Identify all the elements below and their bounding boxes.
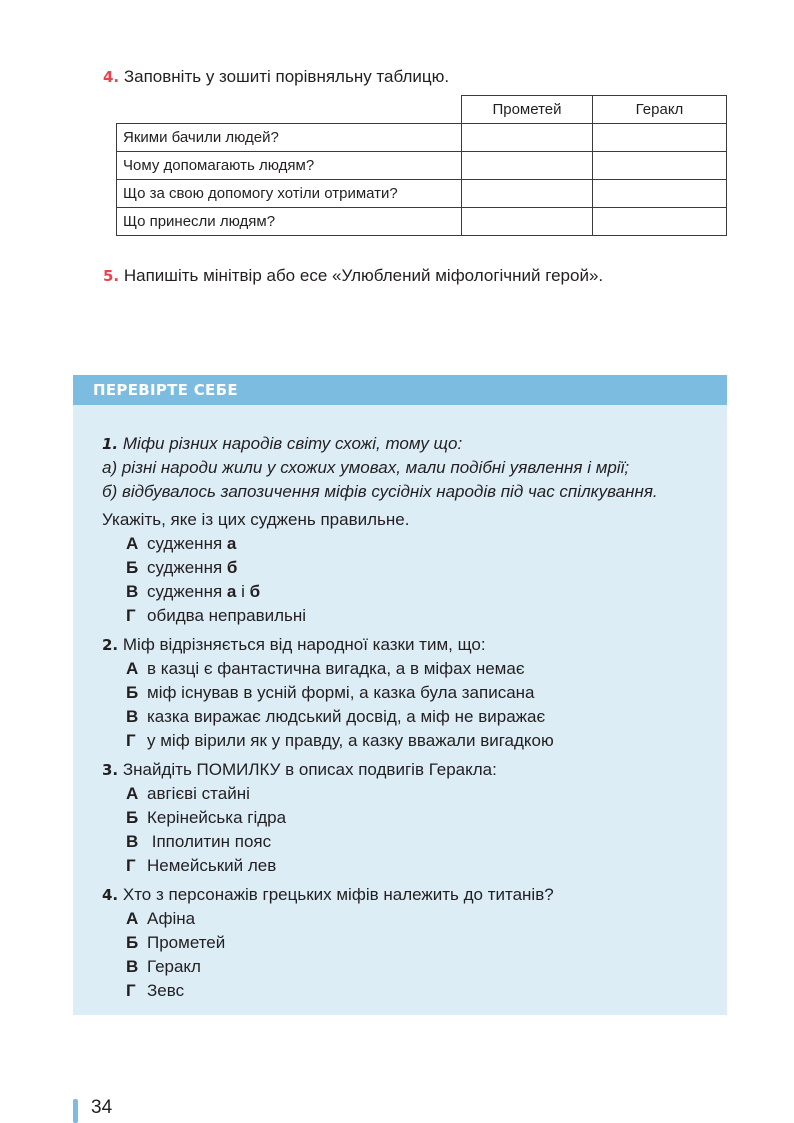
question-2-text: Міф відрізняється від народної казки тим, що: <box>122 635 486 654</box>
option-bold: б <box>249 582 261 601</box>
option-text: Керінейська гідра <box>147 808 287 827</box>
table-cell-question: Чому допомагають людям? <box>117 152 462 180</box>
option-letter: Г <box>126 981 136 1000</box>
task-5 <box>103 265 603 287</box>
option-letter: Б <box>126 808 139 827</box>
check-yourself-box <box>73 375 727 1015</box>
table-cell-empty <box>593 152 727 180</box>
option-text: судження <box>147 582 227 601</box>
comparison-table <box>116 95 727 236</box>
question-1-line-2: а) різні народи жили у схожих умовах, мали подібні уявлення і мрії; <box>102 458 630 477</box>
check-yourself-title: ПЕРЕВІРТЕ СЕБЕ <box>73 375 727 405</box>
option-v <box>126 705 727 729</box>
option-letter: А <box>126 909 139 928</box>
option-text: Прометей <box>147 933 226 952</box>
option-letter: А <box>126 784 139 803</box>
question-2-number: 2. <box>102 636 119 654</box>
task-4-text: Заповніть у зошиті порівняльну таблицю. <box>123 67 450 86</box>
option-letter: В <box>126 707 139 726</box>
question-2-statement <box>102 633 727 657</box>
option-g <box>126 854 727 878</box>
table-cell-question: Що принесли людям? <box>117 208 462 236</box>
question-1-line-3: б) відбувалось запозичення міфів сусідніх народів під час спілкування. <box>102 482 658 501</box>
option-text: судження <box>147 534 227 553</box>
option-letter: А <box>126 659 139 678</box>
option-bold: а <box>226 582 237 601</box>
option-text: Зевс <box>147 981 185 1000</box>
question-1-options <box>102 532 727 628</box>
page-number: 34 <box>91 1097 113 1118</box>
option-letter: В <box>126 957 139 976</box>
option-text: у міф вірили як у правду, а казку вважали вигадкою <box>147 731 554 750</box>
option-g <box>126 729 727 753</box>
option-bold: б <box>226 558 238 577</box>
task-4-number: 4. <box>103 68 120 86</box>
option-v <box>126 580 727 604</box>
option-g <box>126 979 727 1003</box>
option-letter: В <box>126 832 139 851</box>
table-row <box>117 208 727 236</box>
option-bold: а <box>226 534 237 553</box>
table-header-heracles: Геракл <box>593 96 727 124</box>
question-1-number: 1. <box>102 435 119 453</box>
question-4-options <box>102 907 727 1003</box>
option-a <box>126 907 727 931</box>
option-letter: А <box>126 534 139 553</box>
question-3-statement <box>102 758 727 782</box>
table-header-empty <box>117 96 462 124</box>
table-cell-empty <box>462 152 593 180</box>
question-1-statement <box>102 432 727 456</box>
option-text: Іпполитин пояс <box>147 832 272 851</box>
option-letter: Б <box>126 683 139 702</box>
option-letter: В <box>126 582 139 601</box>
option-b <box>126 681 727 705</box>
table-cell-empty <box>462 180 593 208</box>
question-3-number: 3. <box>102 761 119 779</box>
task-5-text: Напишіть мінітвір або есе «Улюблений міфологічний герой». <box>123 266 604 285</box>
option-text: в казці є фантастична вигадка, а в міфах немає <box>147 659 525 678</box>
question-4-text: Хто з персонажів грецьких міфів належить до титанів? <box>122 885 554 904</box>
question-1-line-1: Міфи різних народів світу схожі, тому що: <box>122 434 463 453</box>
option-a <box>126 782 727 806</box>
option-a <box>126 532 727 556</box>
question-2-options <box>102 657 727 753</box>
option-g <box>126 604 727 628</box>
question-4-number: 4. <box>102 886 119 904</box>
question-1-ask: Укажіть, яке із цих суджень правильне. <box>102 510 410 529</box>
option-text: обидва неправильні <box>147 606 307 625</box>
option-text: судження <box>147 558 227 577</box>
option-text: авгієві стайні <box>147 784 250 803</box>
option-text: Афіна <box>147 909 196 928</box>
table-row <box>117 152 727 180</box>
table-cell-empty <box>593 208 727 236</box>
question-3-text: Знайдіть ПОМИЛКУ в описах подвигів Геракла: <box>122 760 497 779</box>
option-text: Геракл <box>147 957 201 976</box>
question-3 <box>102 758 727 878</box>
option-letter: Б <box>126 933 139 952</box>
question-4-statement <box>102 883 727 907</box>
option-b <box>126 931 727 955</box>
question-1 <box>102 432 727 628</box>
option-a <box>126 657 727 681</box>
option-text: Немейський лев <box>147 856 277 875</box>
page-marker-bar <box>73 1099 78 1123</box>
option-letter: Г <box>126 606 136 625</box>
option-text: казка виражає людський досвід, а міф не виражає <box>147 707 546 726</box>
option-v <box>126 955 727 979</box>
task-5-number: 5. <box>103 267 120 285</box>
option-b <box>126 806 727 830</box>
table-cell-empty <box>462 208 593 236</box>
question-4 <box>102 883 727 1003</box>
table-header-prometheus: Прометей <box>462 96 593 124</box>
option-letter: Г <box>126 856 136 875</box>
table-header-row <box>117 96 727 124</box>
table-cell-empty <box>462 124 593 152</box>
table-cell-empty <box>593 180 727 208</box>
table-cell-empty <box>593 124 727 152</box>
option-letter: Б <box>126 558 139 577</box>
table-row <box>117 180 727 208</box>
question-3-options <box>102 782 727 878</box>
quiz-questions <box>73 405 727 1003</box>
table-cell-question: Що за свою допомогу хотіли отримати? <box>117 180 462 208</box>
option-connector: і <box>236 582 250 601</box>
table-cell-question: Якими бачили людей? <box>117 124 462 152</box>
option-v <box>126 830 727 854</box>
table-row <box>117 124 727 152</box>
option-letter: Г <box>126 731 136 750</box>
task-4 <box>103 66 449 88</box>
option-b <box>126 556 727 580</box>
question-2 <box>102 633 727 753</box>
option-text: міф існував в усній формі, а казка була записана <box>147 683 535 702</box>
